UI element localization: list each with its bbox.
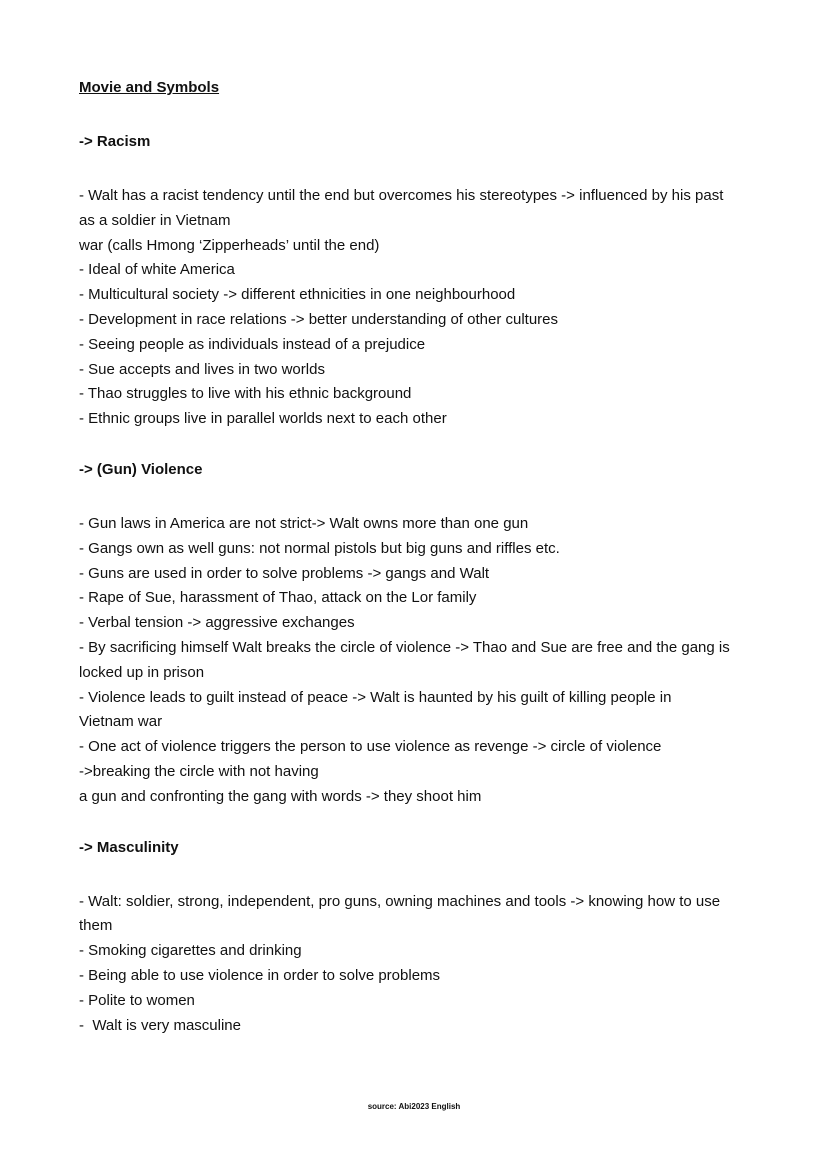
text-line: - Seeing people as individuals instead of a prejudice: [79, 335, 426, 353]
text-line: - Violence leads to guilt instead of peace -> Walt is haunted by his guilt of killing people in: [79, 688, 672, 706]
text-line: - Gangs own as well guns: not normal pistols but big guns and riffles etc.: [79, 539, 560, 557]
text-line: - Thao struggles to live with his ethnic background: [79, 385, 412, 403]
text-line: - Polite to women: [79, 991, 195, 1009]
section-body-racism: [79, 184, 759, 432]
text-line: - Walt has a racist tendency until the end but overcomes his stereotypes -> influenced by his past: [79, 187, 724, 204]
text-line: ->breaking the circle with not having: [79, 762, 319, 780]
section-heading-racism: -> Racism: [79, 133, 151, 150]
text-line: a gun and confronting the gang with words -> they shoot him: [79, 787, 482, 805]
text-line: - Ethnic groups live in parallel worlds next to each other: [79, 410, 447, 428]
text-line: - Multicultural society -> different ethnicities in one neighbourhood: [79, 286, 516, 304]
text-line: - Rape of Sue, harassment of Thao, attack on the Lor family: [79, 589, 477, 607]
section-heading-gun-violence: -> (Gun) Violence: [79, 460, 203, 478]
text-line: - Smoking cigarettes and drinking: [79, 942, 302, 960]
text-line: - Gun laws in America are not strict-> Walt owns more than one gun: [79, 514, 529, 532]
section-heading-masculinity: -> Masculinity: [79, 838, 179, 856]
text-line: as a soldier in Vietnam: [79, 211, 231, 229]
text-line: - Sue accepts and lives in two worlds: [79, 360, 325, 378]
document-body: [79, 78, 759, 1038]
text-line: - Walt: soldier, strong, independent, pro guns, owning machines and tools -> knowing how to use: [79, 892, 721, 910]
text-line: Vietnam war: [79, 713, 163, 731]
source-footer: source: Abi2023 English: [367, 1102, 461, 1111]
text-line: - One act of violence triggers the person to use violence as revenge -> circle of violence: [79, 738, 662, 756]
text-line: - Ideal of white America: [79, 261, 235, 279]
text-line: - Verbal tension -> aggressive exchanges: [79, 614, 355, 632]
text-line: them: [79, 917, 113, 935]
document-title: Movie and Symbols: [79, 79, 220, 96]
text-line: - By sacrificing himself Walt breaks the circle of violence -> Thao and Sue are free and the gang is: [79, 638, 730, 656]
text-line: - Walt is very masculine: [79, 1016, 241, 1034]
text-line: - Development in race relations -> better understanding of other cultures: [79, 310, 559, 328]
text-line: - Being able to use violence in order to solve problems: [79, 966, 441, 984]
text-line: locked up in prison: [79, 663, 205, 681]
text-line: - Guns are used in order to solve problems -> gangs and Walt: [79, 564, 490, 582]
section-body-gun-violence: [79, 512, 759, 810]
section-body-masculinity: [79, 890, 759, 1039]
text-line: war (calls Hmong ‘Zipperheads’ until the end): [79, 236, 380, 254]
